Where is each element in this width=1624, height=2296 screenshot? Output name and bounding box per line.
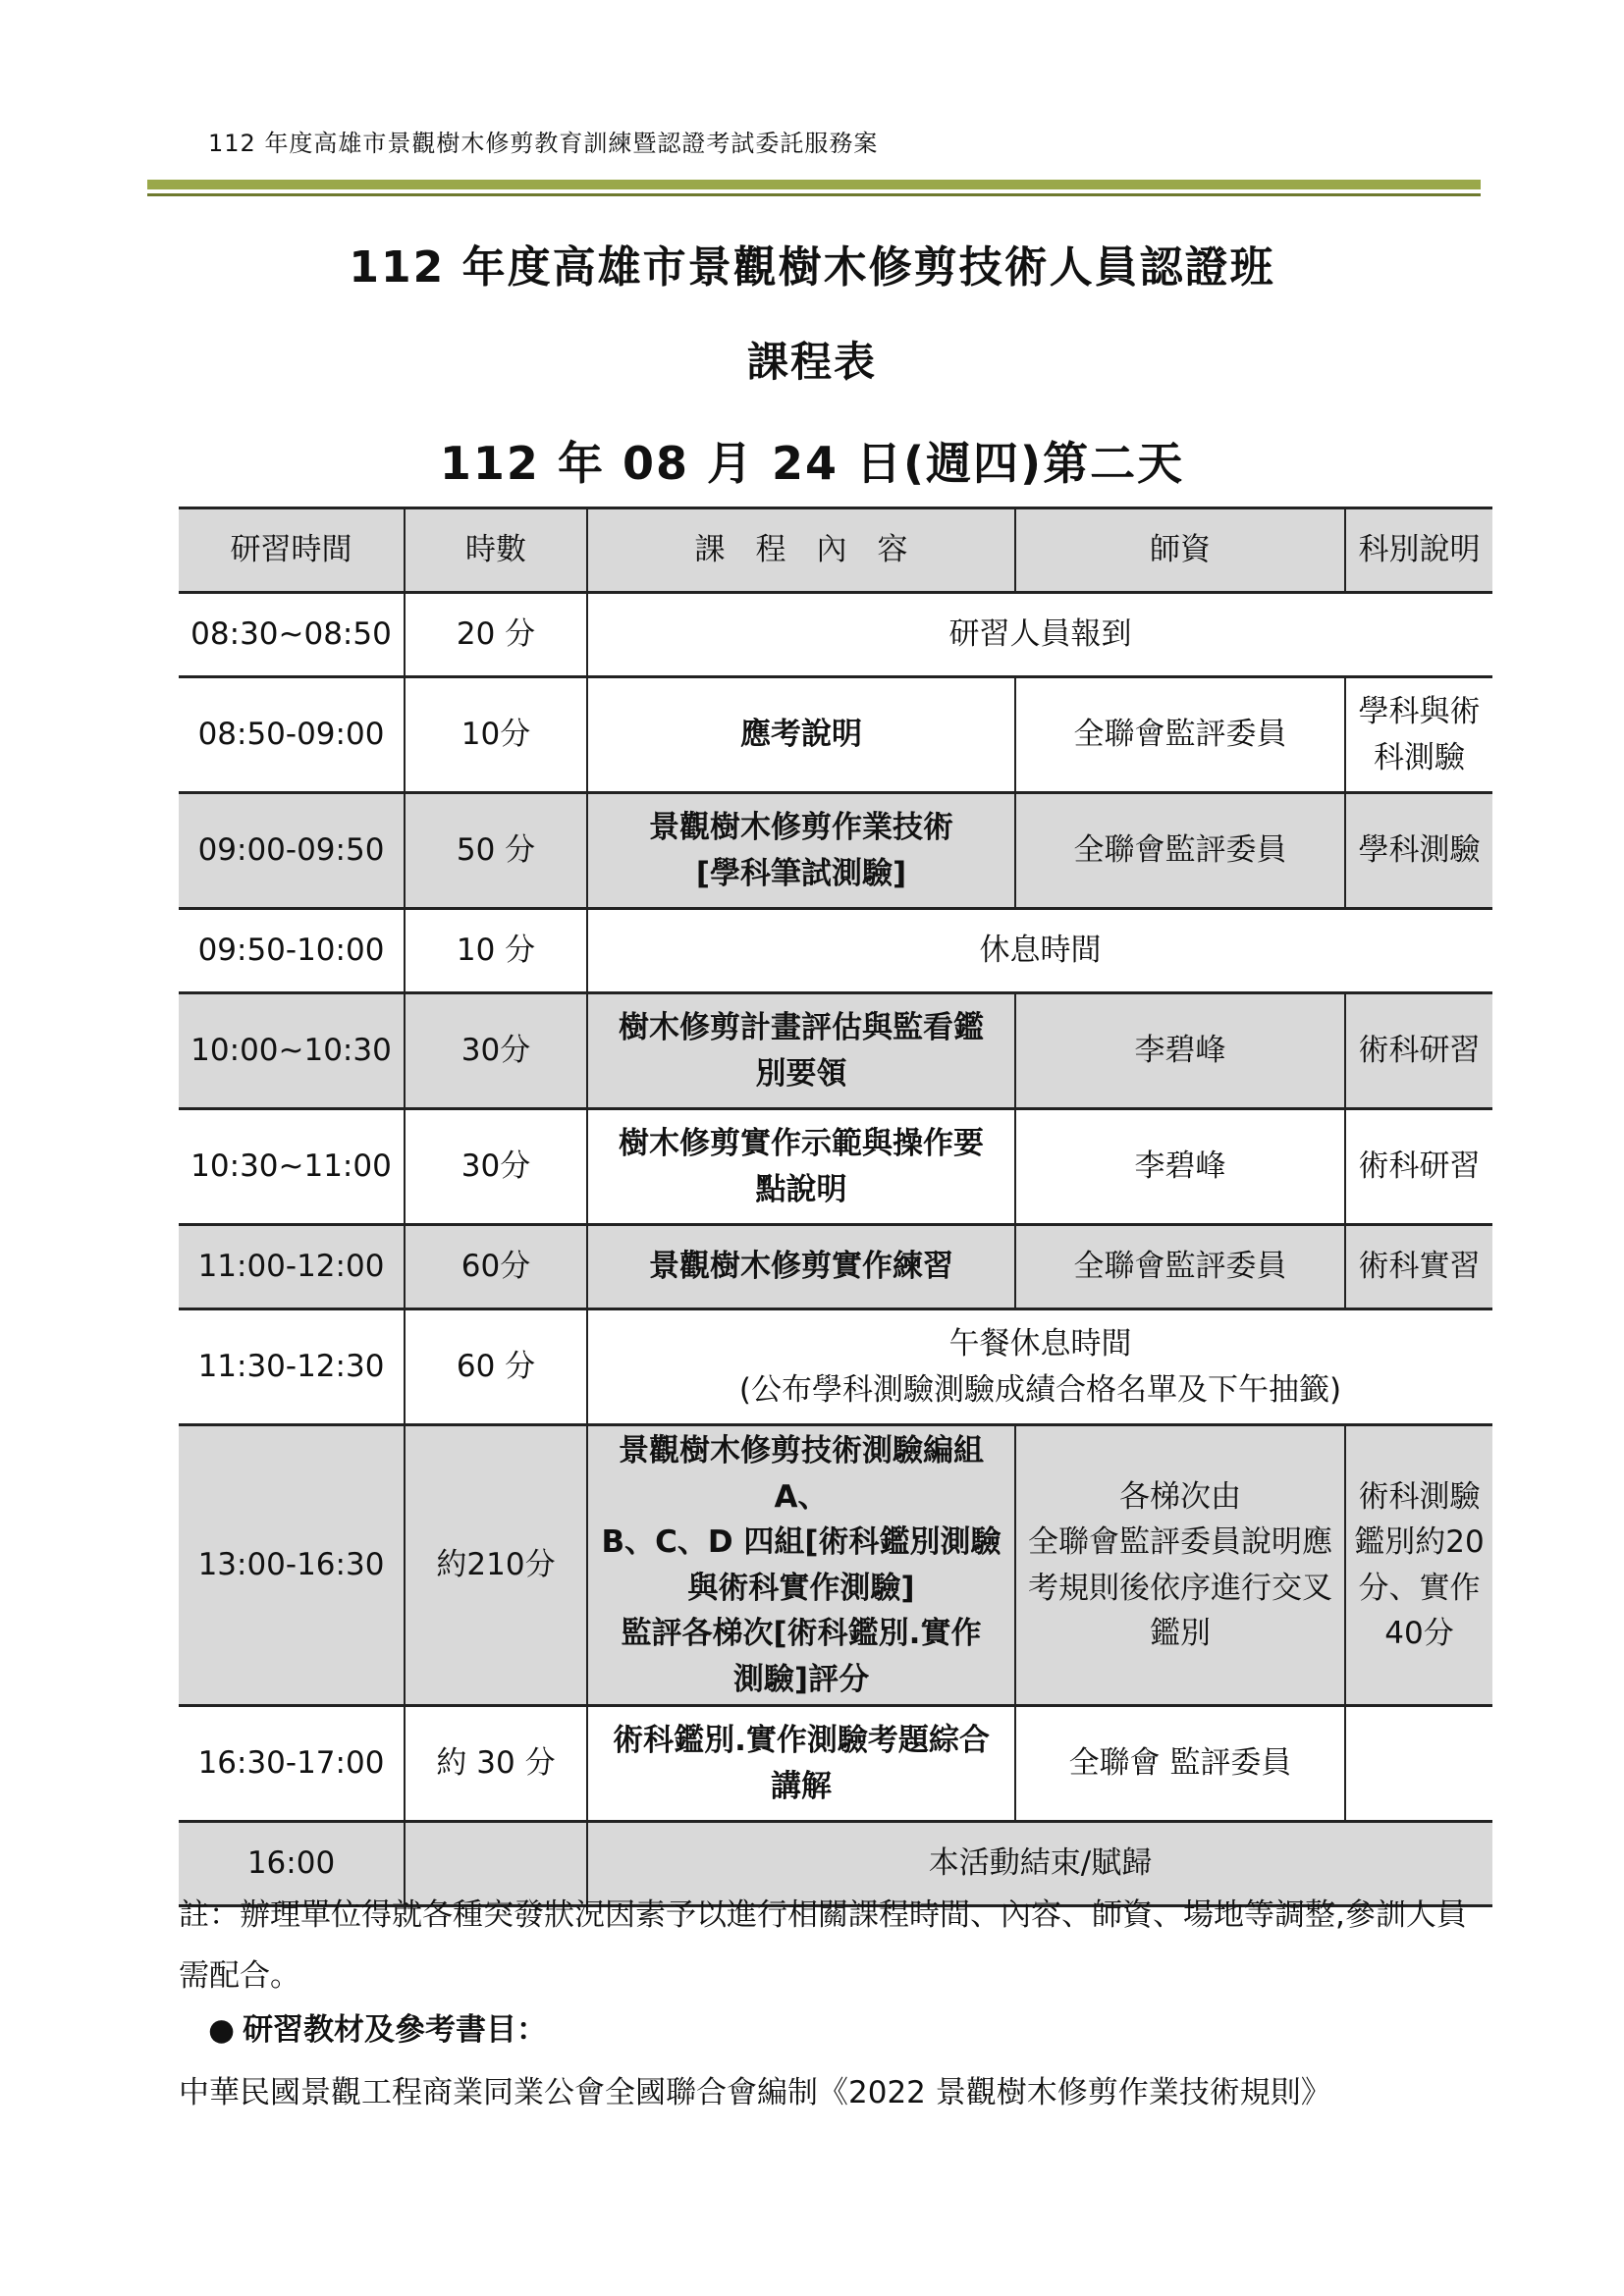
cell-category-line: 鑑別約20	[1354, 1524, 1485, 1560]
header-category: 科別說明	[1345, 508, 1492, 593]
table-row	[179, 1706, 1492, 1822]
cell-hours: 50 分	[405, 793, 587, 909]
cell-category	[1345, 1225, 1492, 1309]
cell-teacher	[1015, 677, 1345, 793]
date-line: 112 年 08 月 24 日(週四)第二天	[439, 437, 1185, 490]
cell-teacher-line: 全聯會監評委員	[1073, 832, 1287, 869]
bullet-icon: ●	[208, 2012, 236, 2048]
cell-teacher-line: 全聯會監評委員	[1073, 717, 1287, 753]
cell-content-line: 別要領	[755, 1055, 847, 1092]
cell-hours: 10 分	[405, 909, 587, 993]
table-row	[179, 1225, 1492, 1309]
header-content: 課 程 內 容	[587, 508, 1015, 593]
cell-content-merged-line: 午餐休息時間	[948, 1326, 1132, 1362]
cell-teacher	[1015, 1425, 1345, 1706]
cell-content	[587, 677, 1015, 793]
header-time: 研習時間	[179, 508, 405, 593]
cell-hours: 60分	[405, 1225, 587, 1309]
cell-time: 13:00-16:30	[179, 1425, 405, 1706]
cell-category-line: 術科測驗	[1358, 1478, 1481, 1515]
cell-time: 08:30~08:50	[179, 593, 405, 677]
cell-content	[587, 1706, 1015, 1822]
cell-content-line: [學科筆試測驗]	[695, 855, 907, 891]
table-row	[179, 677, 1492, 793]
cell-category	[1345, 793, 1492, 909]
cell-content-merged-line: 休息時間	[979, 933, 1102, 969]
cell-category	[1345, 1706, 1492, 1822]
cell-teacher-line: 全聯會 監評委員	[1068, 1745, 1292, 1782]
cell-content	[587, 1225, 1015, 1309]
document-title: 112 年度高雄市景觀樹木修剪技術人員認證班	[349, 242, 1275, 293]
cell-teacher-line: 鑑別	[1150, 1616, 1211, 1651]
cell-teacher-line: 李碧峰	[1134, 1148, 1226, 1185]
cell-content	[587, 793, 1015, 909]
cell-category	[1345, 677, 1492, 793]
table-row	[179, 793, 1492, 909]
cell-content-line: 應考說明	[740, 717, 862, 753]
cell-time: 09:00-09:50	[179, 793, 405, 909]
cell-hours: 60 分	[405, 1309, 587, 1425]
header-rule-thin	[147, 193, 1481, 196]
cell-category-line: 科測驗	[1374, 739, 1465, 775]
cell-time: 09:50-10:00	[179, 909, 405, 993]
cell-content-line: 術科鑑別.實作測驗考題綜合	[613, 1723, 990, 1758]
cell-content-merged-line: 研習人員報到	[948, 616, 1132, 653]
references-heading	[208, 2004, 547, 2049]
cell-category-line: 學科測驗	[1358, 832, 1481, 869]
table-header-row	[179, 508, 1492, 593]
references-heading-text: 研習教材及參考書目：	[243, 2012, 548, 2048]
cell-hours: 20 分	[405, 593, 587, 677]
references-text: 中華民國景觀工程商業同業公會全國聯合會編制《2022 景觀樹木修剪作業技術規則》	[179, 2075, 1331, 2110]
cell-content-merged-line: (公布學科測驗測驗成績合格名單及下午抽籤)	[738, 1371, 1342, 1408]
table-row	[179, 1109, 1492, 1225]
table-row	[179, 1309, 1492, 1425]
cell-time: 16:00	[179, 1822, 405, 1906]
footnote: 註：辦理單位得就各種突發狀況因素予以進行相關課程時間、內容、師資、場地等調整,參訓人員需配合。	[179, 1897, 1467, 1994]
cell-content-merged	[587, 593, 1492, 677]
cell-teacher-line: 全聯會監評委員說明應	[1028, 1524, 1332, 1560]
cell-teacher-line: 考規則後依序進行交叉	[1028, 1570, 1332, 1606]
cell-teacher	[1015, 1225, 1345, 1309]
cell-category-line: 分、實作	[1358, 1570, 1481, 1606]
cell-category	[1345, 1425, 1492, 1706]
cell-content-merged-line: 本活動結束/賦歸	[928, 1845, 1153, 1882]
cell-teacher	[1015, 793, 1345, 909]
cell-hours: 30分	[405, 1109, 587, 1225]
cell-teacher-line: 各梯次由	[1119, 1478, 1241, 1515]
cell-time: 11:30-12:30	[179, 1309, 405, 1425]
cell-category-line: 術科實習	[1358, 1249, 1481, 1285]
cell-time: 10:30~11:00	[179, 1109, 405, 1225]
cell-content-line: 測驗]評分	[732, 1661, 870, 1697]
table-row	[179, 1425, 1492, 1706]
cell-content-line: 監評各梯次[術科鑑別.實作	[621, 1616, 982, 1651]
table-row	[179, 593, 1492, 677]
cell-content-line: 與術科實作測驗]	[687, 1570, 915, 1606]
header-teacher: 師資	[1015, 508, 1345, 593]
running-header: 112 年度高雄市景觀樹木修剪教育訓練暨認證考試委託服務案	[208, 130, 879, 157]
cell-content-line: 點說明	[755, 1171, 847, 1207]
cell-hours: 10分	[405, 677, 587, 793]
table-row	[179, 909, 1492, 993]
cell-content-line: B、C、D 四組[術科鑑別測驗	[601, 1524, 1001, 1560]
cell-time: 10:00~10:30	[179, 993, 405, 1109]
cell-teacher-line: 全聯會監評委員	[1073, 1249, 1287, 1285]
cell-category-line: 術科研習	[1358, 1033, 1481, 1069]
cell-category-line: 40分	[1384, 1616, 1454, 1651]
cell-content-merged	[587, 1309, 1492, 1425]
cell-category	[1345, 1109, 1492, 1225]
cell-content-merged	[587, 909, 1492, 993]
schedule-table	[179, 507, 1492, 1907]
cell-category-line: 學科與術	[1358, 694, 1481, 729]
cell-hours: 30分	[405, 993, 587, 1109]
cell-content-line: 樹木修剪計畫評估與監看鑑	[619, 1010, 984, 1045]
cell-content	[587, 993, 1015, 1109]
document-subtitle: 課程表	[746, 338, 877, 386]
cell-teacher	[1015, 993, 1345, 1109]
cell-content-line: 景觀樹木修剪作業技術	[649, 810, 953, 845]
cell-time: 16:30-17:00	[179, 1706, 405, 1822]
cell-teacher	[1015, 1109, 1345, 1225]
cell-time: 11:00-12:00	[179, 1225, 405, 1309]
cell-category-line: 術科研習	[1358, 1148, 1481, 1185]
header-rule-thick	[147, 180, 1481, 189]
cell-content	[587, 1425, 1015, 1706]
cell-hours: 約 30 分	[405, 1706, 587, 1822]
cell-teacher	[1015, 1706, 1345, 1822]
cell-content	[587, 1109, 1015, 1225]
cell-content-line: 講解	[771, 1768, 832, 1804]
header-hours: 時數	[405, 508, 587, 593]
cell-teacher-line: 李碧峰	[1134, 1033, 1226, 1069]
table-row	[179, 993, 1492, 1109]
cell-hours: 約210分	[405, 1425, 587, 1706]
cell-content-line: 樹木修剪實作示範與操作要	[619, 1126, 984, 1161]
cell-category	[1345, 993, 1492, 1109]
cell-time: 08:50-09:00	[179, 677, 405, 793]
cell-content-line: 景觀樹木修剪技術測驗編組A、	[619, 1433, 984, 1515]
cell-content-line: 景觀樹木修剪實作練習	[649, 1249, 953, 1285]
